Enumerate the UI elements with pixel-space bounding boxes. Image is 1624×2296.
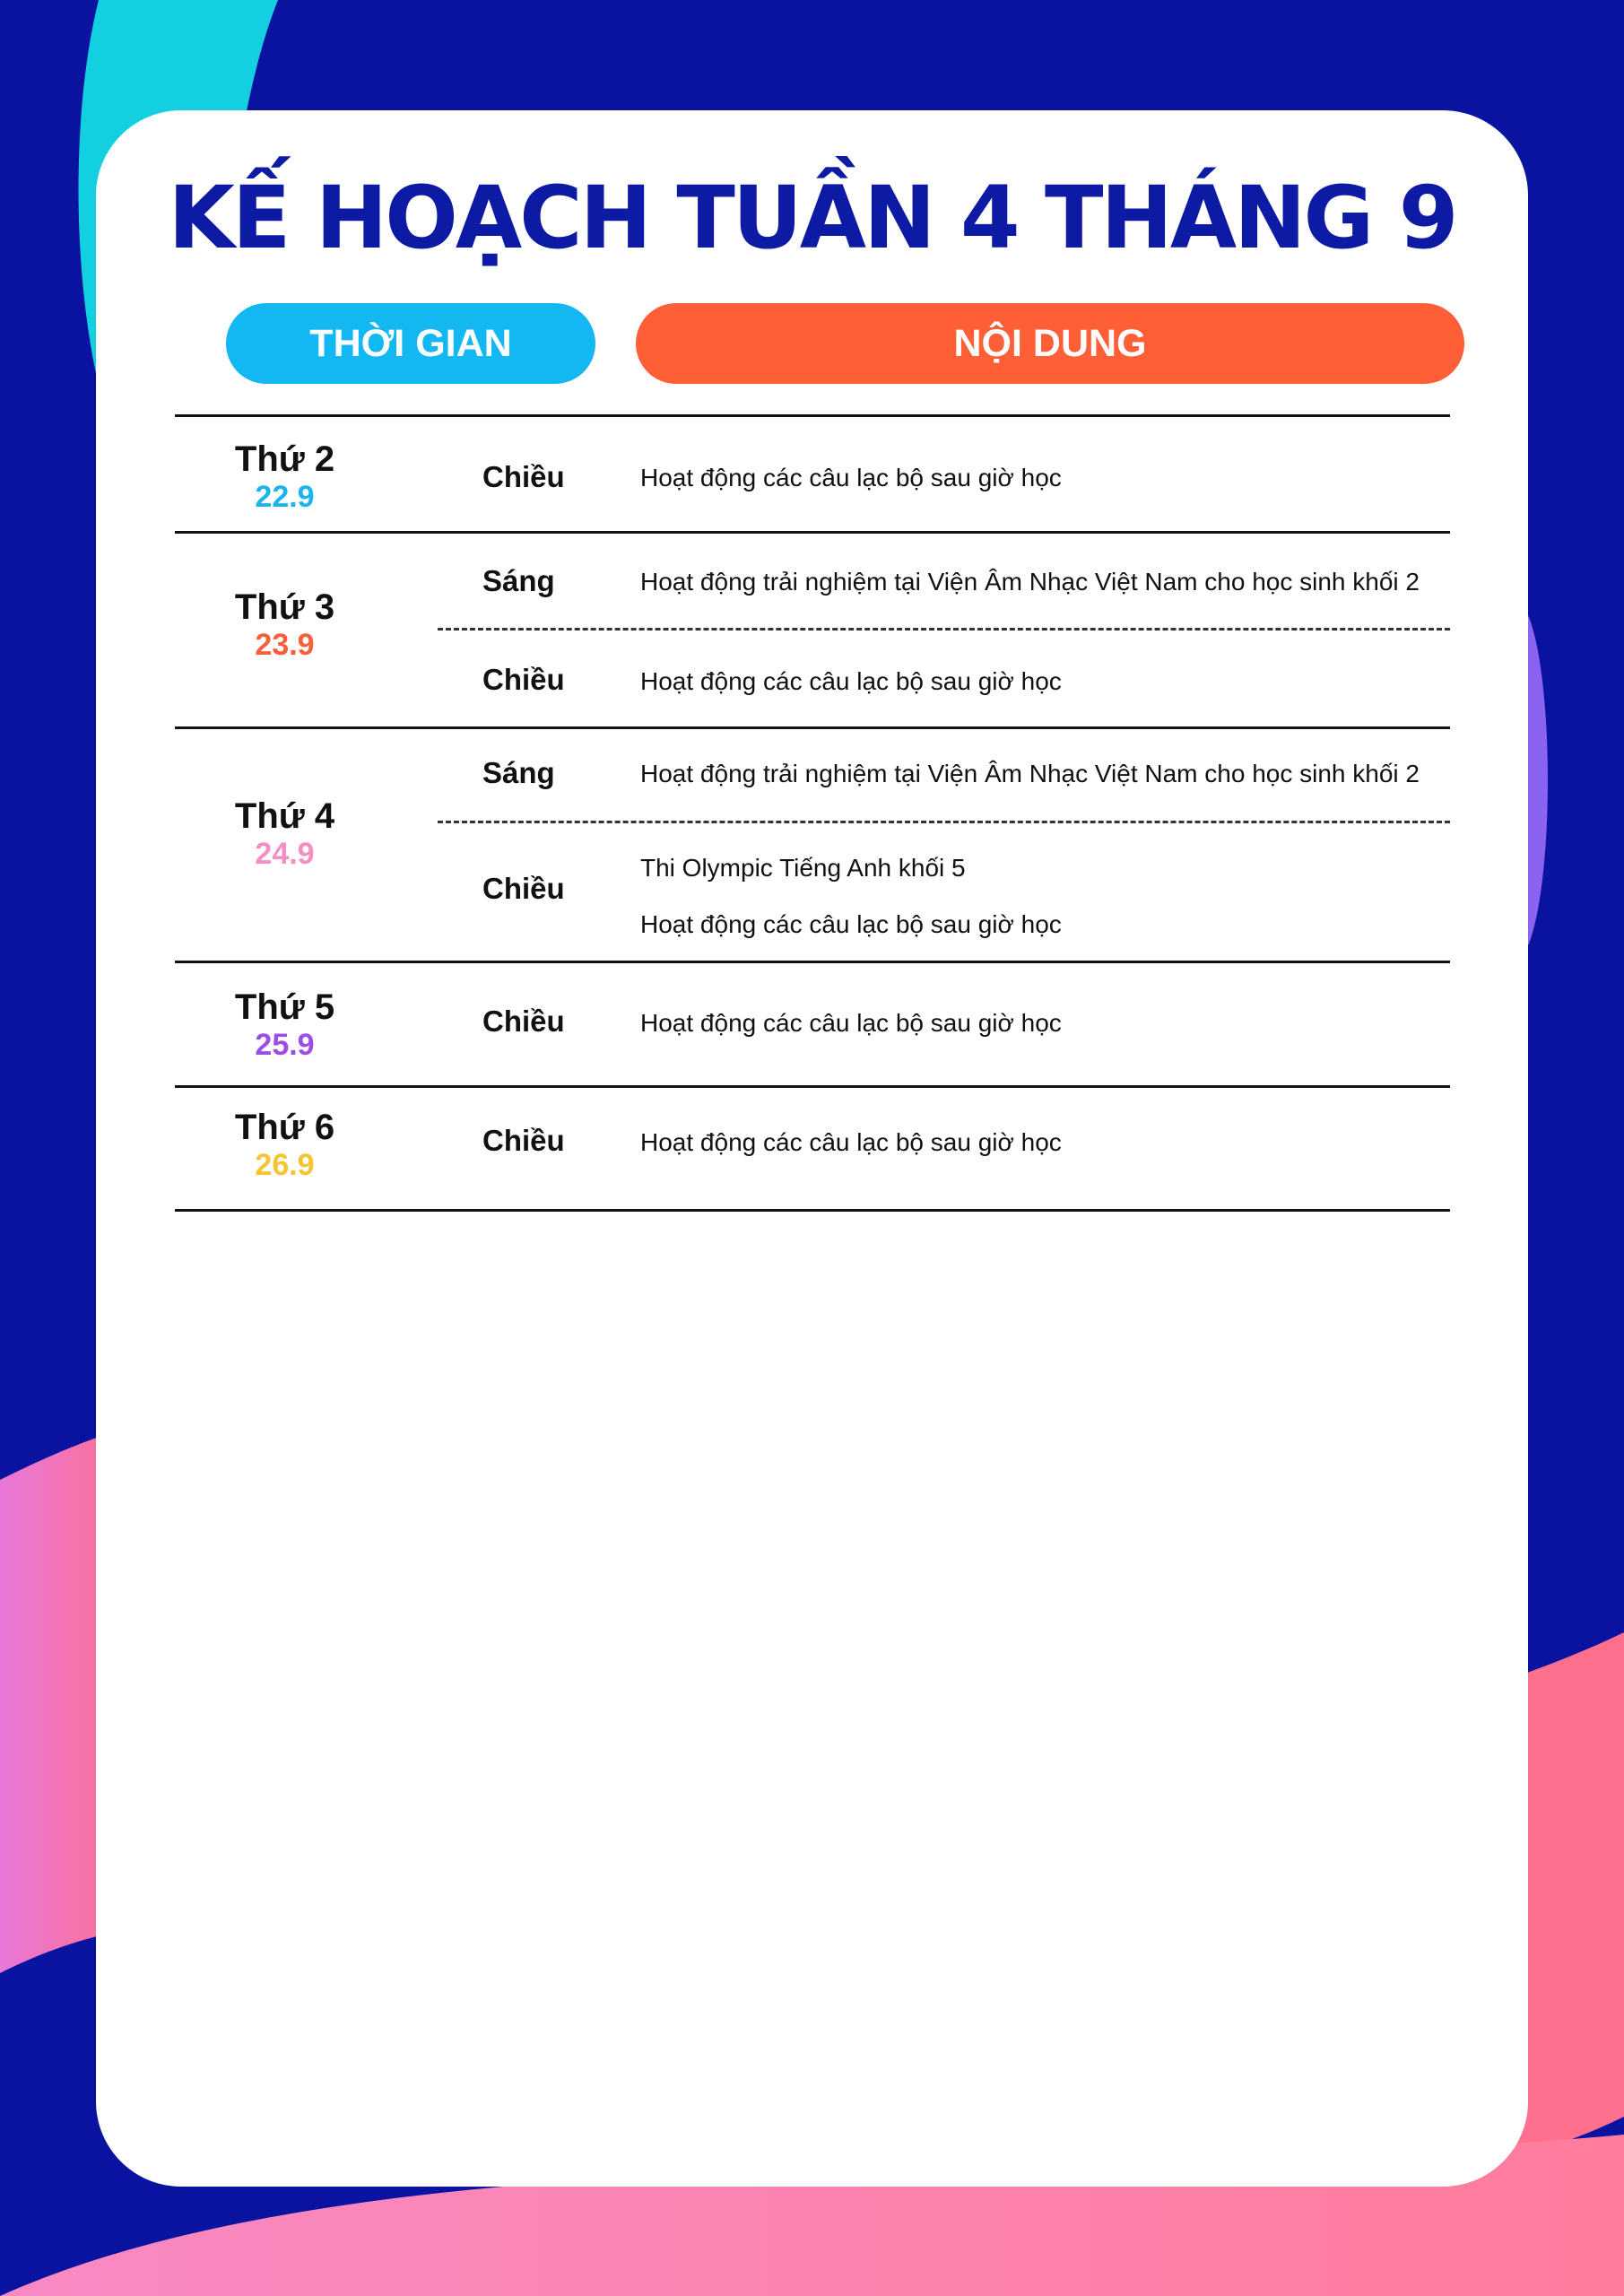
time-header-pill: THỜI GIAN (226, 303, 595, 384)
activity-text: Thi Olympic Tiếng Anh khối 5 (640, 854, 966, 882)
session-label: Chiều (482, 663, 565, 696)
page-title: KẾ HOẠCH TUẦN 4 THÁNG 9 (168, 168, 1456, 268)
session-label: Chiều (482, 1004, 565, 1038)
session-label: Chiều (482, 1124, 565, 1157)
day-name: Thứ 2 (234, 439, 335, 479)
session-divider (438, 821, 1450, 823)
day-date: 25.9 (255, 1028, 315, 1062)
row-divider (175, 726, 1450, 729)
session-label: Sáng (482, 756, 555, 789)
day-name: Thứ 6 (234, 1108, 335, 1147)
activity-text: Hoạt động trải nghiệm tại Viện Âm Nhạc Việt Nam cho học sinh khối 2 (640, 760, 1420, 787)
session-label: Sáng (482, 564, 555, 597)
activity-text: Hoạt động các câu lạc bộ sau giờ học (640, 464, 1062, 491)
session-divider (438, 628, 1450, 631)
day-date: 26.9 (255, 1148, 315, 1182)
row-divider (175, 1209, 1450, 1212)
content-header-pill: NỘI DUNG (636, 303, 1464, 384)
activity-text: Hoạt động các câu lạc bộ sau giờ học (640, 1009, 1062, 1037)
day-date: 24.9 (255, 837, 315, 871)
day-name: Thứ 5 (234, 987, 335, 1027)
day-cell (206, 987, 363, 1063)
session-label: Chiều (482, 460, 565, 493)
row-divider (175, 961, 1450, 963)
row-divider (175, 1085, 1450, 1088)
activity-text: Hoạt động trải nghiệm tại Viện Âm Nhạc Việt Nam cho học sinh khối 2 (640, 568, 1420, 596)
day-date: 22.9 (255, 480, 315, 514)
session-label: Chiều (482, 872, 565, 905)
day-date: 23.9 (255, 628, 315, 662)
day-cell (206, 439, 363, 515)
day-name: Thứ 3 (234, 587, 335, 627)
activity-text: Hoạt động các câu lạc bộ sau giờ học (640, 910, 1062, 938)
day-cell (206, 796, 363, 872)
day-cell (206, 1108, 363, 1183)
activity-text: Hoạt động các câu lạc bộ sau giờ học (640, 1128, 1062, 1156)
row-divider (175, 531, 1450, 534)
activity-text: Hoạt động các câu lạc bộ sau giờ học (640, 667, 1062, 695)
day-cell (206, 587, 363, 663)
day-name: Thứ 4 (234, 796, 335, 836)
row-divider (175, 414, 1450, 417)
